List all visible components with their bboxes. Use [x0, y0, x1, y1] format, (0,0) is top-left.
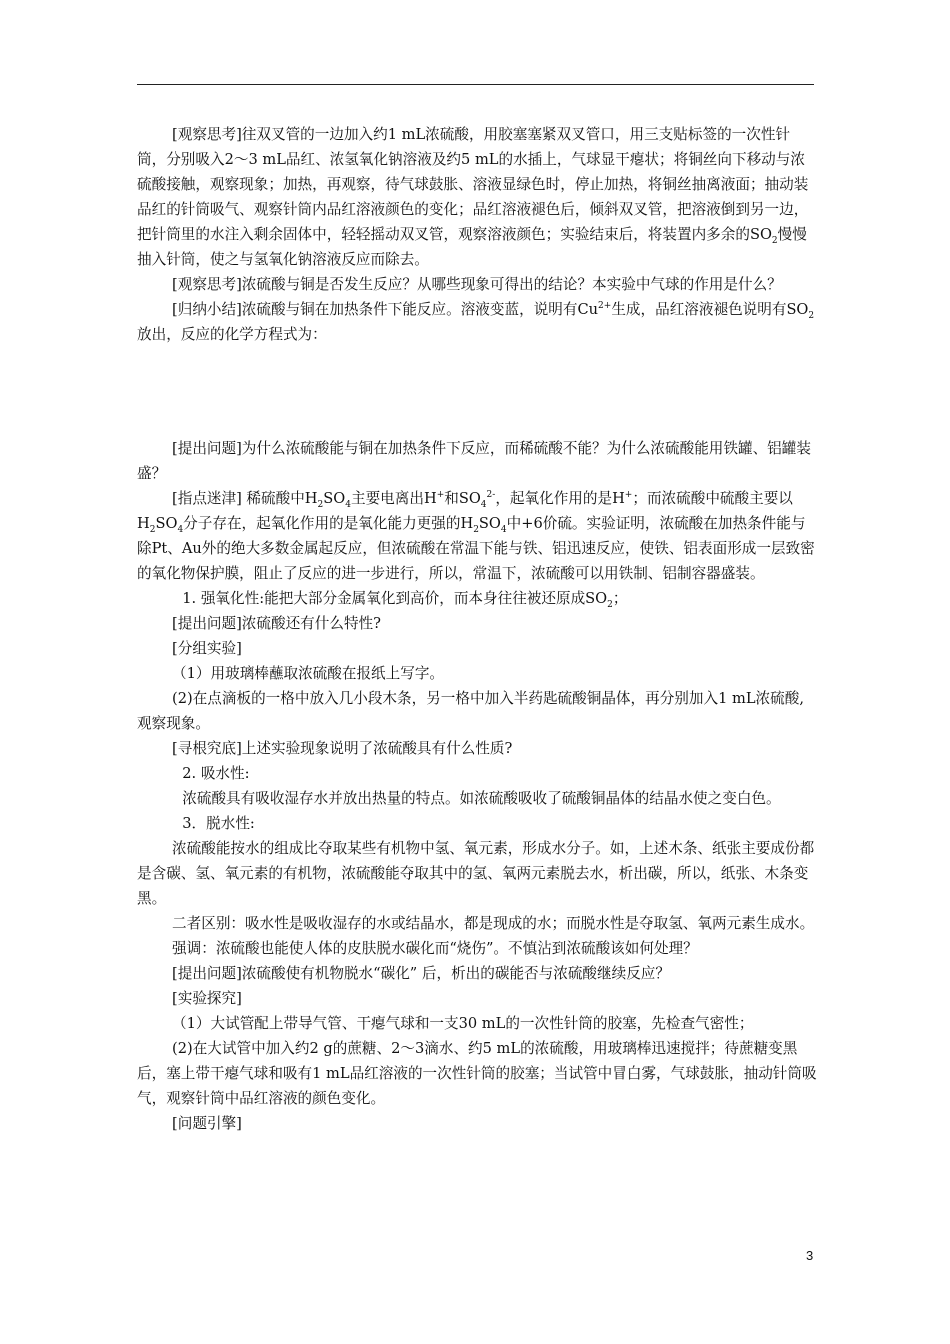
superscript: 2- — [486, 490, 496, 501]
text-run: 慢慢抽入针筒，使之与氢氧化钠溶液反应而除去。 — [137, 226, 807, 268]
text-run: ；而浓硫酸中硫酸主要以H — [137, 490, 793, 532]
text-run: （1）用玻璃棒蘸取浓硫酸在报纸上写字。 — [172, 665, 445, 682]
paragraph — [137, 1011, 817, 1036]
subscript: 2 — [473, 524, 479, 535]
paragraph — [137, 661, 817, 686]
paragraph — [137, 811, 817, 836]
text-run: （1）大试管配上带导气管、干瘪气球和一支30 mL的一次性针筒的胶塞，先检查气密性； — [172, 1015, 754, 1032]
paragraph — [137, 761, 817, 786]
paragraph — [137, 1111, 817, 1136]
paragraph — [137, 486, 817, 586]
subscript: 4 — [500, 524, 507, 535]
subscript: 2 — [771, 235, 778, 246]
page-number: 3 — [806, 1248, 814, 1263]
text-run: (2)在点滴板的一格中放入几小段木条，另一格中加入半药匙硫酸铜晶体，再分别加入1 mL浓硫酸,观察现象。 — [137, 690, 804, 732]
text-run: 放出，反应的化学方程式为： — [137, 326, 327, 343]
text-run: 3．脱水性: — [182, 815, 255, 832]
text-run: SO — [478, 515, 501, 532]
paragraph — [137, 986, 817, 1011]
paragraph — [137, 961, 817, 986]
superscript: + — [436, 490, 445, 501]
paragraph — [137, 1036, 817, 1111]
text-run: ； — [612, 590, 628, 607]
equation-space — [137, 347, 817, 436]
text-run: [归纳小结]浓硫酸与铜在加热条件下能反应。溶液变蓝，说明有Cu — [172, 301, 599, 318]
paragraph — [137, 436, 817, 486]
paragraph — [137, 586, 817, 611]
document-body — [137, 122, 817, 1136]
paragraph — [137, 736, 817, 761]
text-run: ，起氧化作用的是H — [495, 490, 625, 507]
text-run: 主要电离出H — [350, 490, 437, 507]
subscript: 4 — [480, 499, 487, 510]
text-run: [提出问题]为什么浓硫酸能与铜在加热条件下反应，而稀硫酸不能？为什么浓硫酸能用铁罐、铝罐装盛？ — [137, 440, 811, 482]
paragraph — [137, 297, 817, 347]
text-run: [实验探究] — [172, 990, 242, 1007]
text-run: 强调：浓硫酸也能使人体的皮肤脱水碳化而“烧伤”。不慎沾到浓硫酸该如何处理？ — [172, 940, 698, 957]
superscript: 2+ — [598, 301, 612, 312]
paragraph — [137, 936, 817, 961]
text-run: 2. 吸水性: — [182, 765, 250, 782]
subscript: 2 — [808, 310, 815, 321]
text-run: [观察思考]往双叉管的一边加入约1 mL浓硫酸，用胶塞塞紧双叉管口，用三支贴标签的一次性针筒，分别吸入2～3 mL品红、浓氢氧化钠溶液及约5 mL的水插上，气球显干瘪状；将铜丝向下移动与浓硫酸接触，观察现象；加热，再观察，待气球鼓胀、溶液显绿色时，停止加热，将铜丝抽离液面；抽动装品红的针筒吸气、观察针筒内品红溶液颜色的变化；品红溶液褪色后，倾斜双叉管，把溶液倒到另一边，把针筒里的水注入剩余固体中，轻轻摇动双叉管，观察溶液颜色；实验结束后，将装置内多余的SO — [137, 126, 809, 243]
text-run: 中+6价硫。实验证明，浓硫酸在加热条件能与除Pt、Au外的绝大多数金属起反应，但浓硫酸在常温下能与铁、铝迅速反应，使铁、铝表面形成一层致密的氧化物保护膜，阻止了反应的进一步进行，所以，常温下，浓硫酸可以用铁制、铝制容器盛装。 — [137, 515, 815, 582]
text-run: [分组实验] — [172, 640, 242, 657]
paragraph — [137, 911, 817, 936]
subscript: 2 — [149, 524, 156, 535]
superscript: + — [624, 490, 633, 501]
text-run: SO — [155, 515, 178, 532]
text-run: SO — [323, 490, 346, 507]
paragraph — [137, 122, 817, 272]
text-run: [提出问题]浓硫酸还有什么特性? — [172, 615, 381, 632]
subscript: 4 — [177, 524, 184, 535]
subscript: 2 — [607, 599, 613, 610]
text-run: 浓硫酸能按水的组成比夺取某些有机物中氢、氧元素，形成水分子。如，上述木条、纸张主要成份都是含碳、氢、氧元素的有机物，浓硫酸能夺取其中的氢、氧两元素脱去水，析出碳，所以，纸张、木条变黑。 — [137, 840, 815, 907]
header-rule — [137, 84, 814, 85]
text-run: 和SO — [444, 490, 481, 507]
text-run: 二者区别：吸水性是吸收湿存的水或结晶水，都是现成的水；而脱水性是夺取氢、氧两元素生成水。 — [172, 915, 815, 932]
paragraph — [137, 636, 817, 661]
subscript: 2 — [317, 499, 324, 510]
text-run: 生成，品红溶液褪色说明有SO — [611, 301, 809, 318]
subscript: 4 — [345, 499, 351, 510]
text-run: [问题引擎] — [172, 1115, 242, 1132]
text-run: [指点迷津] 稀硫酸中H — [172, 490, 318, 507]
text-run: [提出问题]浓硫酸使有机物脱水“碳化” 后，析出的碳能否与浓硫酸继续反应？ — [172, 965, 670, 982]
text-run: 1. 强氧化性:能把大部分金属氧化到高价，而本身往往被还原成SO — [182, 590, 608, 607]
paragraph — [137, 611, 817, 636]
text-run: (2)在大试管中加入约2 g的蔗糖、2～3滴水、约5 mL的浓硫酸，用玻璃棒迅速搅拌；待蔗糖变黑后，塞上带干瘪气球和吸有1 mL品红溶液的一次性针筒的胶塞；当试管中冒白雾，气球鼓胀，抽动针筒吸气，观察针筒中品红溶液的颜色变化。 — [137, 1040, 817, 1107]
text-run: 分子存在，起氧化作用的是氧化能力更强的H — [183, 515, 474, 532]
text-run: [观察思考]浓硫酸与铜是否发生反应？从哪些现象可得出的结论？本实验中气球的作用是什么？ — [172, 276, 782, 293]
paragraph — [137, 686, 817, 736]
paragraph — [137, 272, 817, 297]
paragraph — [137, 786, 817, 811]
paragraph — [137, 836, 817, 911]
text-run: 浓硫酸具有吸收湿存水并放出热量的特点。如浓硫酸吸收了硫酸铜晶体的结晶水使之变白色。 — [182, 790, 781, 807]
text-run: [寻根究底]上述实验现象说明了浓硫酸具有什么性质? — [172, 740, 513, 757]
